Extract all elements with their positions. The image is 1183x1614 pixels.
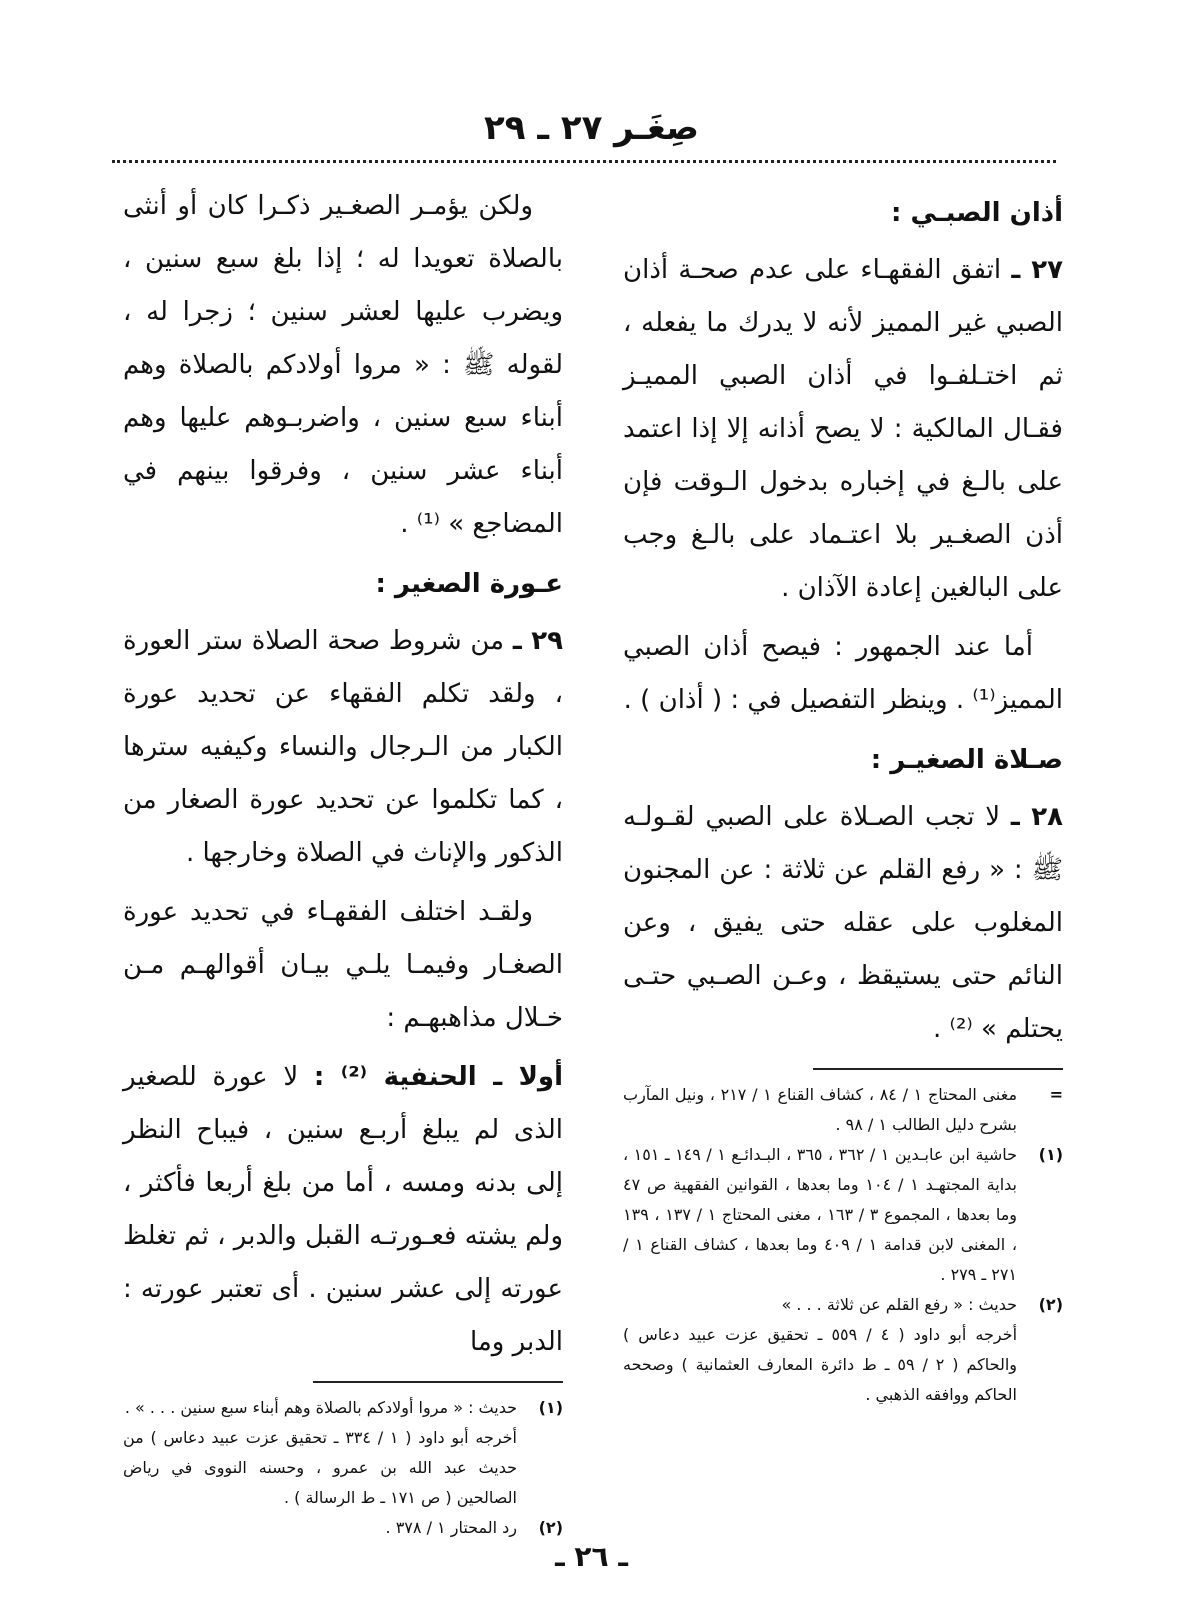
header-dotted-rule <box>112 160 1056 163</box>
paragraph-number: ٢٩ ـ <box>512 626 563 656</box>
paragraph-hanafi <box>123 1051 563 1369</box>
paragraph-text: لا عورة للصغير الذى لم يبلغ أربـع سنين ، فيباح النظر إلى بدنه ومسه ، أما من بلغ أربعا فأكثر ، ولم يشته فعـورتـه القبل والدبر ، ثم تغلظ عورته إلى عشر سنين . أى تعتبر عورته : الدبر وما <box>123 1062 563 1357</box>
section-heading-adhan: أذان الصبـي : <box>891 198 1063 228</box>
paragraph-continuation: ولكن يؤمـر الصغـير ذكـرا كان أو أنثى بالصلاة تعويدا له ؛ إذا بلغ سبع سنين ، ويضرب عليها لعشر سنين ؛ زجرا له ، لقوله ﷺ : « مروا أولادكم بالصلاة وهم أبناء سبع سنين ، واضربـوهم عليها وهم أبناء عشر سنين ، وفرقوا بينهم في المضاجع » ⁽¹⁾ . <box>123 191 563 539</box>
paragraph-29-b: ولقـد اختلف الفقهـاء في تحديد عورة الصغـار وفيمـا يلـي بيـان أقوالهـم مـن خـلال مذاهبهـم : <box>123 897 563 1033</box>
left-column <box>123 180 563 1543</box>
footnote-mark: (٢) <box>1038 1295 1063 1314</box>
running-head: صِغَـر ٢٧ ـ ٢٩ <box>484 108 699 148</box>
paragraph-28 <box>623 791 1063 1056</box>
footnote-1 <box>623 1140 1063 1290</box>
paragraph-lead: أولا ـ الحنفية ⁽²⁾ : <box>313 1062 563 1092</box>
footnote-2 <box>123 1513 563 1543</box>
footnote-text: حاشية ابن عابـدين ١ / ٣٦٢ ، ٣٦٥ ، البـدائـع ١ / ١٤٩ ـ ١٥١ ، بداية المجتهـد ١ / ١٠٤ وما بعدها ، القوانين الفقهية ص ٤٧ وما بعدها ، المجموع ٣ / ١٦٣ ، مغنى المحتاج ١ / ١٣٧ ، ١٣٩ ، المغنى لابن قدامة ١ / ٤٠٩ وما بعدها ، كشاف القناع ١ / ٢٧١ ـ ٢٧٩ . <box>623 1145 1018 1284</box>
footnote-1-continued: أخرجه أبو داود ( ١ / ٣٣٤ ـ تحقيق عزت عبيد دعاس ) من حديث عبد الله بن عمرو ، وحسنه النووى في رياض الصالحين ( ص ١٧١ ـ ط الرسالة ) . <box>123 1428 517 1507</box>
footnote-1 <box>123 1393 563 1423</box>
footnote-rule <box>813 1068 1063 1070</box>
footnote-text: مغنى المحتاج ١ / ٨٤ ، كشاف القناع ١ / ٢١٧ ، ونيل المآرب بشرح دليل الطالب ١ / ٩٨ . <box>623 1085 1018 1134</box>
footnote-text: حديث : « مروا أولادكم بالصلاة وهم أبناء سبع سنين . . . » . <box>124 1398 517 1417</box>
footnote-mark: (١) <box>538 1398 563 1417</box>
footnote-mark: (٢) <box>538 1518 563 1537</box>
footnote-text: حديث : « رفع القلم عن ثلاثة . . . » <box>781 1295 1017 1314</box>
paragraph-text: اتفق الفقهـاء على عدم صحـة أذان الصبي غير المميز لأنه لا يدرك ما يفعله ، ثم اختـلفـوا في أذان الصبي المميـز فقـال المالكية : لا يصح أذانه إلا إذا اعتمد على بالـغ في إخباره بدخول الـوقت فإن أذن الصغـير بلا اعتـماد على بالـغ وجب على البالغين إعادة الآذان . <box>623 255 1063 603</box>
footnote-mark: = <box>1049 1085 1064 1104</box>
paragraph-27-b: أما عند الجمهور : فيصح أذان الصبي المميز⁽¹⁾ . وينظر التفصيل في : ( أذان ) . <box>623 632 1063 715</box>
paragraph-number: ٢٨ ـ <box>1010 802 1063 832</box>
paragraph-27 <box>623 244 1063 615</box>
footnote-2-continued: أخرجه أبو داود ( ٤ / ٥٥٩ ـ تحقيق عزت عبيد دعاس ) والحاكم ( ٢ / ٥٩ ـ ط دائرة المعارف العثمانية ) وصححه الحاكم ووافقه الذهبي . <box>623 1325 1018 1404</box>
footnote-rule <box>313 1381 563 1383</box>
footnote-mark: (١) <box>1038 1145 1064 1164</box>
paragraph-text: لا تجب الصـلاة على الصبي لقـولـه ﷺ : « رفع القلم عن ثلاثة : عن المجنون المغلوب على عقله حتى يفيق ، وعن النائم حتى يستيقظ ، وعـن الصـبي حتـى يحتلم » ⁽²⁾ . <box>623 802 1063 1044</box>
paragraph-29 <box>123 615 563 880</box>
section-heading-awra: عـورة الصغير : <box>375 569 563 599</box>
section-heading-salat: صـلاة الصغيـر : <box>870 745 1063 775</box>
paragraph-text: من شروط صحة الصلاة ستر العورة ، ولقد تكلم الفقهاء عن تحديد عورة الكبار من الـرجال والنساء وكيفيه سترها ، كما تكلموا عن تحديد عورة الصغار من الذكور والإناث في الصلاة وخارجها . <box>123 626 563 868</box>
footnote-2 <box>623 1290 1063 1320</box>
right-column <box>623 180 1063 1410</box>
page-number: ـ ٢٦ ـ <box>555 1540 628 1573</box>
footnote-text: رد المحتار ١ / ٣٧٨ . <box>385 1518 517 1537</box>
footnote-continuation <box>623 1080 1063 1140</box>
paragraph-number: ٢٧ ـ <box>1011 255 1063 285</box>
